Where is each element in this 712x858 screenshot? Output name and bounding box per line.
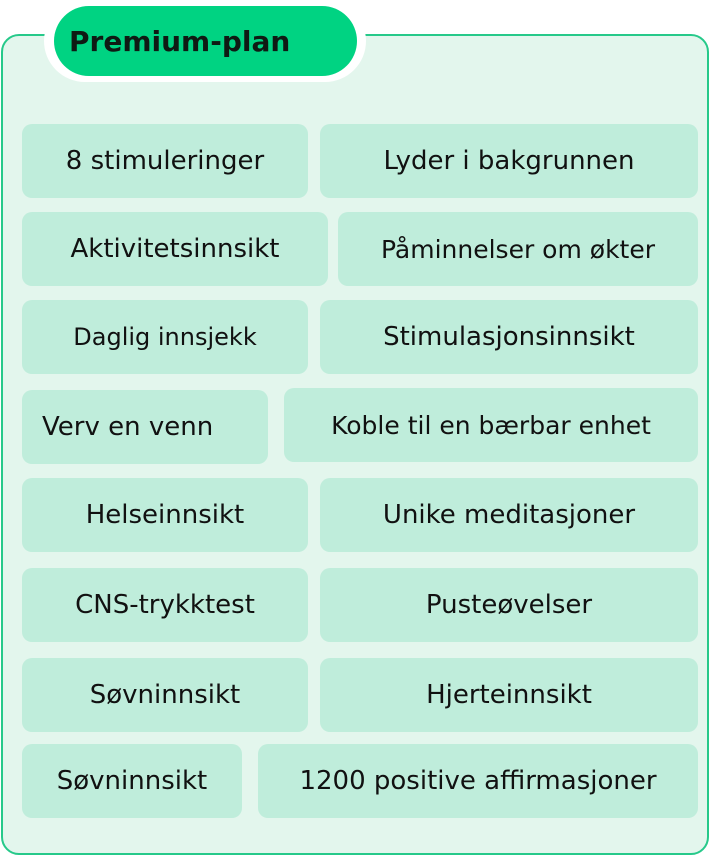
feature-chip: Aktivitetsinnsikt xyxy=(22,212,328,286)
feature-chip: Påminnelser om økter xyxy=(338,212,698,286)
feature-chip: Daglig innsjekk xyxy=(22,300,308,374)
feature-chip: Verv en venn xyxy=(22,390,268,464)
feature-chip: Pusteøvelser xyxy=(320,568,698,642)
feature-chip: Søvninnsikt xyxy=(22,744,242,818)
plan-title: Premium-plan xyxy=(54,6,357,76)
feature-chip: Helseinnsikt xyxy=(22,478,308,552)
feature-chip: Lyder i bakgrunnen xyxy=(320,124,698,198)
feature-chip: Hjerteinnsikt xyxy=(320,658,698,732)
feature-chip: 1200 positive affirmasjoner xyxy=(258,744,698,818)
feature-chip: Stimulasjonsinnsikt xyxy=(320,300,698,374)
feature-chip: 8 stimuleringer xyxy=(22,124,308,198)
feature-chip: Søvninnsikt xyxy=(22,658,308,732)
feature-chip: Unike meditasjoner xyxy=(320,478,698,552)
feature-chip: Koble til en bærbar enhet xyxy=(284,388,698,462)
feature-chip: CNS-trykktest xyxy=(22,568,308,642)
